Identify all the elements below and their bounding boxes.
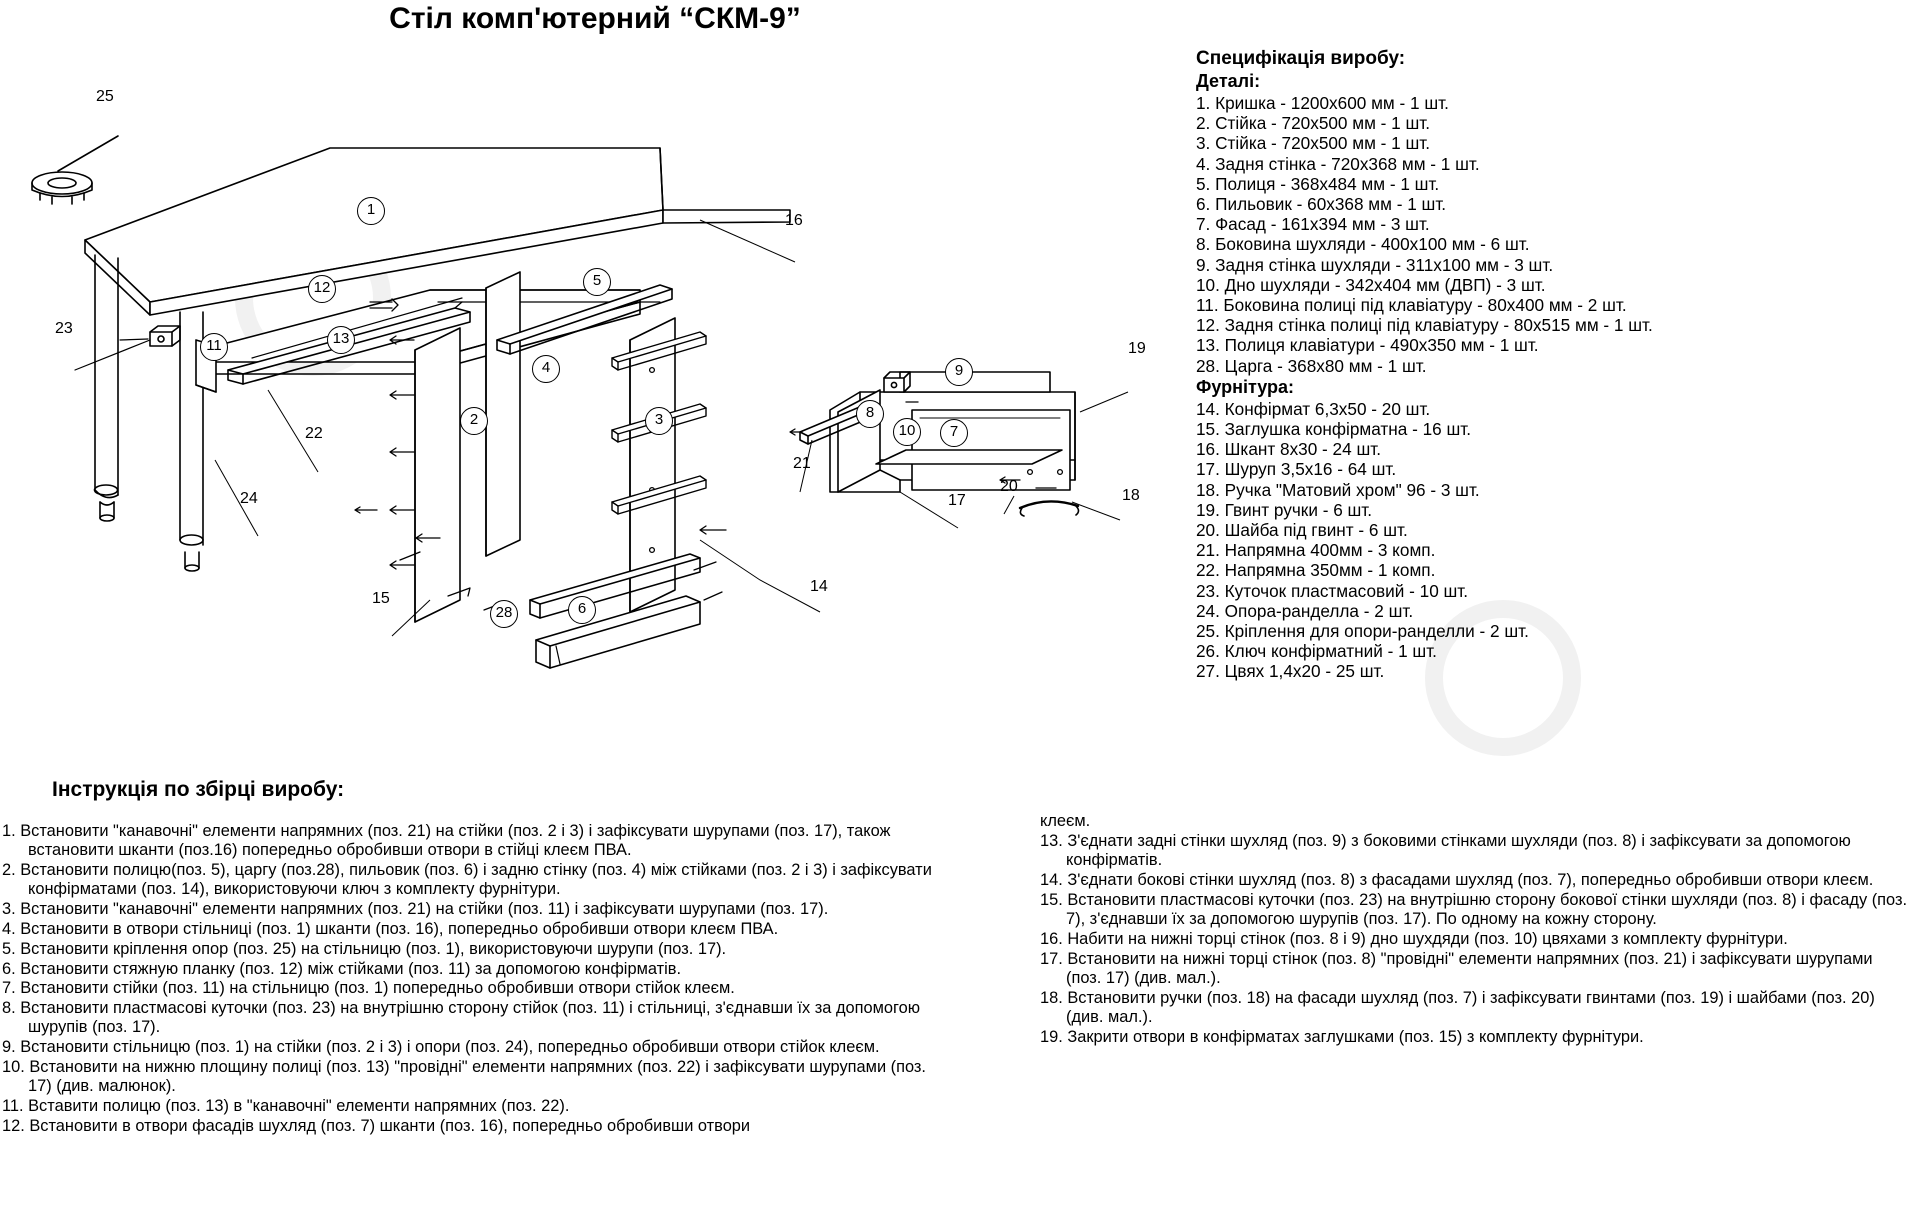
list-item: 23. Куточок пластмасовий - 10 шт. [1196, 580, 1469, 601]
list-item: 26. Ключ конфірматний - 1 шт. [1196, 641, 1437, 662]
list-item: 12. Задня стінка полиці під клавіатуру - 80х515 мм - 1 шт. [1196, 315, 1653, 336]
instruction-step: 13. З'єднати задні стінки шухляд (поз. 9) з боковими стінками шухляди (поз. 8) і зафіксувати за допомогою конфірматів. [1040, 831, 1851, 870]
part-marker-13: 13 [327, 326, 355, 354]
callout-24: 24 [240, 490, 258, 507]
instructions-heading: Інструкція по збірці виробу: [52, 778, 345, 801]
list-item: 27. Цвях 1,4х20 - 25 шт. [1196, 661, 1385, 682]
list-item: 1. Кришка - 1200х600 мм - 1 шт. [1196, 93, 1449, 113]
instruction-step: 18. Встановити ручки (поз. 18) на фасади шухляд (поз. 7) і зафіксувати гвинтами (поз. 19) і шайбами (поз. 20) (див. мал.). [1040, 988, 1875, 1026]
list-item: 7. Фасад - 161х394 мм - 3 шт. [1196, 214, 1430, 235]
part-marker-6: 6 [568, 596, 596, 624]
callout-18: 18 [1122, 487, 1140, 504]
list-item: 19. Гвинт ручки - 6 шт. [1196, 499, 1373, 520]
list-item: 16. Шкант 8х30 - 24 шт. [1196, 439, 1381, 460]
instruction-step: 2. Встановити полицю(поз. 5), царгу (поз.28), пильовик (поз. 6) і задню стінку (поз. 4) між стійками (поз. 2 і 3) і зафіксувати конфірматами (поз. 14), використовуючи ключ з комплекту фурнітури. [2, 861, 932, 899]
list-item: 13. Полиця клавіатури - 490х350 мм - 1 шт. [1196, 335, 1539, 356]
callout-16: 16 [785, 212, 803, 229]
callout-25: 25 [96, 88, 114, 105]
list-item: 6. Пильовик - 60х368 мм - 1 шт. [1196, 194, 1447, 215]
list-item: 14. Конфірмат 6,3х50 - 20 шт. [1196, 398, 1431, 419]
callout-19: 19 [1128, 340, 1146, 357]
list-item: 22. Напрямна 350мм - 1 комп. [1196, 560, 1436, 581]
part-marker-28: 28 [490, 600, 518, 628]
instruction-step: 15. Встановити пластмасові куточки (поз. 23) на внутрішню сторону бокової стінки шухляди (поз. 8) і фасаду (поз. 7), з'єднавши їх за допомогою шурупів (поз. 17). По одному на кожну сторону. [1040, 890, 1908, 928]
instruction-step: 1. Встановити "канавочні" елементи напрямних (поз. 21) на стійки (поз. 2 і 3) і зафіксувати шурупами (поз. 17), також встановити шканти (поз.16) попередньо обробивши отвори в стійці клеєм ПВА. [2, 822, 891, 860]
instruction-step: 16. Набити на нижні торці стінок (поз. 8 і 9) дно шухдяди (поз. 10) цвяхами з комплекту фурнітури. [1040, 929, 1788, 948]
list-item: 17. Шуруп 3,5х16 - 64 шт. [1196, 459, 1397, 480]
part-marker-7: 7 [940, 419, 968, 447]
instruction-step: 14. З'єднати бокові стінки шухляд (поз. 8) з фасадами шухляд (поз. 7), попередньо обробивши отвори клеєм. [1040, 870, 1874, 889]
callout-22: 22 [305, 425, 323, 442]
callout-21: 21 [793, 455, 811, 472]
instruction-step: 3. Встановити "канавочні" елементи напрямних (поз. 21) на стійки (поз. 11) і зафіксувати шурупами (поз. 17). [2, 900, 829, 919]
list-item: 10. Дно шухляди - 342х404 мм (ДВП) - 3 шт. [1196, 274, 1546, 295]
list-item: 11. Боковина полиці під клавіатуру - 80х400 мм - 2 шт. [1196, 295, 1627, 316]
list-item: 28. Царга - 368х80 мм - 1 шт. [1196, 355, 1427, 376]
list-item: 20. Шайба під гвинт - 6 шт. [1196, 520, 1408, 541]
instruction-step: 19. Закрити отвори в конфірматах заглушками (поз. 15) з комплекту фурнітури. [1040, 1027, 1644, 1046]
part-marker-5: 5 [583, 268, 611, 296]
parts-list [1196, 93, 1896, 376]
page-title: Стіл комп'ютерний “СКМ-9” [389, 2, 801, 35]
part-marker-12: 12 [308, 275, 336, 303]
part-marker-3: 3 [645, 407, 673, 435]
parts-heading: Деталі: [1196, 71, 1261, 91]
list-item: 3. Стійка - 720х500 мм - 1 шт. [1196, 133, 1431, 154]
list-item: 21. Напрямна 400мм - 3 комп. [1196, 540, 1436, 561]
list-item: 25. Кріплення для опори-ранделли - 2 шт. [1196, 621, 1529, 642]
list-item: 18. Ручка "Матовий хром" 96 - 3 шт. [1196, 479, 1480, 500]
list-item: 5. Полиця - 368х484 мм - 1 шт. [1196, 173, 1440, 194]
instruction-step: 6. Встановити стяжную планку (поз. 12) між стійками (поз. 11) за допомогою конфірматів. [2, 959, 682, 978]
callout-20: 20 [1000, 478, 1018, 495]
part-marker-2: 2 [460, 407, 488, 435]
part-marker-4: 4 [532, 355, 560, 383]
instruction-step: 12. Встановити в отвори фасадів шухляд (поз. 7) шканти (поз. 16), попередньо обробивши отвори [2, 1116, 751, 1135]
spec-heading: Специфікація виробу: [1196, 48, 1406, 69]
part-marker-1: 1 [357, 197, 385, 225]
instruction-step: 8. Встановити пластмасові куточки (поз. 23) на внутрішню сторону стійок (поз. 11) і стільниці, з'єднавши їх за допомогою шурупів (поз. 17). [2, 999, 921, 1037]
callout-17: 17 [948, 492, 966, 509]
instruction-step: 7. Встановити стійки (поз. 11) на стільницю (поз. 1) попередньо обробивши отвори стійок клеєм. [2, 979, 735, 998]
instructions-column-left [2, 822, 942, 1137]
instruction-step-continuation: клеєм. [1040, 812, 1091, 830]
specification-panel [1196, 48, 1896, 682]
hardware-list [1196, 399, 1896, 682]
list-item: 24. Опора-ранделла - 2 шт. [1196, 600, 1414, 621]
hardware-heading: Фурнітура: [1196, 376, 1295, 397]
part-marker-10: 10 [893, 418, 921, 446]
exploded-view-svg [0, 40, 1190, 720]
list-item: 2. Стійка - 720х500 мм - 1 шт. [1196, 113, 1431, 134]
callout-15: 15 [372, 590, 390, 607]
instruction-step: 5. Встановити кріплення опор (поз. 25) на стільницю (поз. 1), використовуючи шурупи (поз. 17). [2, 939, 727, 958]
list-item: 15. Заглушка конфірматна - 16 шт. [1196, 419, 1472, 440]
instructions-column-right [1040, 812, 1910, 1048]
list-item: 9. Задня стінка шухляди - 311х100 мм - 3 шт. [1196, 254, 1554, 275]
callout-14: 14 [810, 578, 828, 595]
callout-23: 23 [55, 320, 73, 337]
assembly-drawing [0, 40, 1190, 720]
instruction-step: 9. Встановити стільницю (поз. 1) на стійки (поз. 2 і 3) і опори (поз. 24), попередньо обробивши отвори стійок клеєм. [2, 1038, 880, 1057]
part-marker-8: 8 [856, 400, 884, 428]
part-marker-11: 11 [200, 333, 228, 361]
instruction-step: 11. Вставити полицю (поз. 13) в "канавочні" елементи напрямних (поз. 22). [2, 1097, 570, 1116]
instruction-step: 4. Встановити в отвори стільниці (поз. 1) шканти (поз. 16), попередньо обробивши отвори клеєм ПВА. [2, 919, 779, 938]
instruction-step: 10. Встановити на нижню площину полиці (поз. 13) "провідні" елементи напрямних (поз. 22) і зафіксувати шурупами (поз. 17) (див. малюнок). [2, 1058, 926, 1096]
list-item: 4. Задня стінка - 720х368 мм - 1 шт. [1196, 153, 1480, 174]
instruction-step: 17. Встановити на нижні торці стінок (поз. 8) "провідні" елементи напрямних (поз. 21) і зафіксувати шурупами (поз. 17) (див. мал.). [1040, 949, 1873, 987]
part-marker-9: 9 [945, 358, 973, 386]
list-item: 8. Боковина шухляди - 400х100 мм - 6 шт. [1196, 234, 1530, 255]
